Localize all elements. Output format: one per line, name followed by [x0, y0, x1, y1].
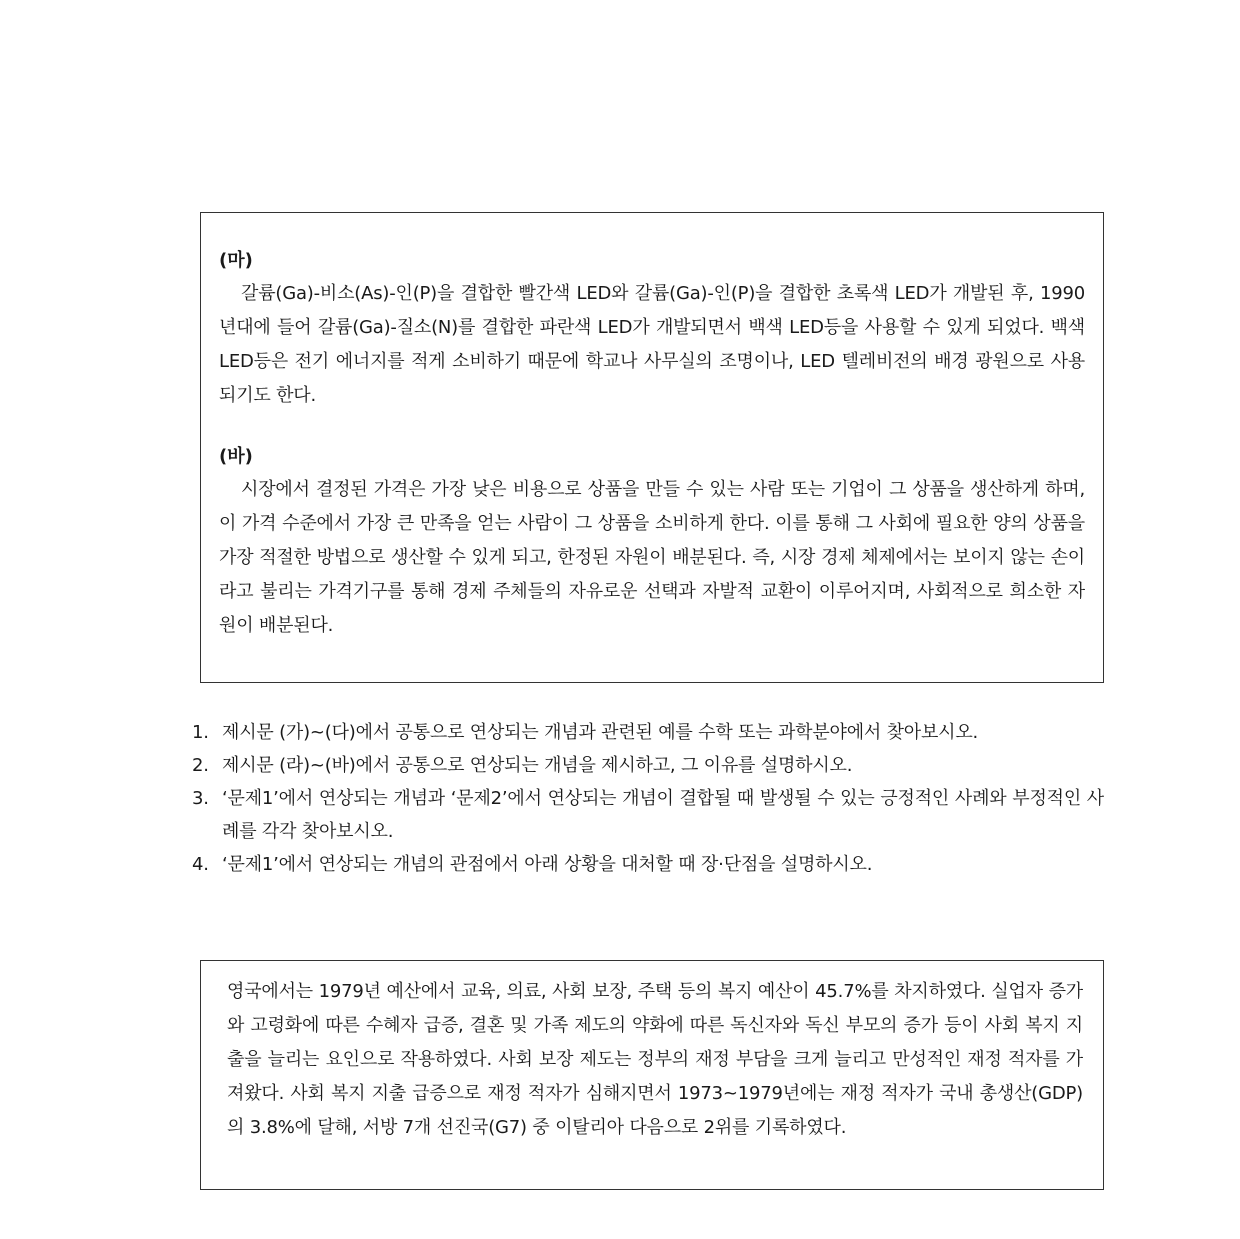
- question-number: 4.: [192, 854, 209, 875]
- question-number: 3.: [192, 788, 209, 809]
- situation-text: 영국에서는 1979년 예산에서 교육, 의료, 사회 보장, 주택 등의 복지 예산이 45.7%를 차지하였다. 실업자 증가와 고령화에 따른 수혜자 급증, 결혼 및 가족 제도의 약화에 따른 독신자와 독신 부모의 증가 등이 사회 복지 지출을 늘리는 요인으로 작용하였다. 사회 보장 제도는 정부의 재정 부담을 크게 늘리고 만성적인 재정 적자를 가져왔다. 사회 복지 지출 급증으로 재정 적자가 심해지면서 1973~1979년에는 재정 적자가 국내 총생산(GDP)의 3.8%에 달해, 서방 7개 선진국(G7) 중 이탈리아 다음으로 2위를 기록하였다.: [227, 981, 1083, 1138]
- question-text: ‘문제1’에서 연상되는 개념과 ‘문제2’에서 연상되는 개념이 결합될 때 발생될 수 있는 긍정적인 사례와 부정적인 사례를 각각 찾아보시오.: [222, 788, 1104, 842]
- question-text: 제시문 (가)~(다)에서 공통으로 연상되는 개념과 관련된 예를 수학 또는 과학분야에서 찾아보시오.: [222, 722, 979, 743]
- passage-text-ma: 갈륨(Ga)-비소(As)-인(P)을 결합한 빨간색 LED와 갈륨(Ga)-인(P)을 결합한 초록색 LED가 개발된 후, 1990년대에 들어 갈륨(Ga)-질소(N)를 결합한 파란색 LED가 개발되면서 백색 LED등을 사용할 수 있게 되었다. 백색 LED등은 전기 에너지를 적게 소비하기 때문에 학교나 사무실의 조명이나, LED 텔레비전의 배경 광원으로 사용되기도 한다.: [219, 283, 1085, 406]
- question-number: 1.: [192, 722, 209, 743]
- situation-box: [200, 960, 1104, 1190]
- passage-box: [200, 212, 1104, 683]
- passage-label-ba: (바): [219, 446, 253, 467]
- question-item: [192, 716, 1104, 749]
- passage-label-ma: (마): [219, 250, 253, 271]
- question-text: ‘문제1’에서 연상되는 개념의 관점에서 아래 상황을 대처할 때 장·단점을 설명하시오.: [222, 854, 873, 875]
- question-item: [192, 848, 1104, 881]
- question-item: [192, 749, 1104, 782]
- passage-text-ba: 시장에서 결정된 가격은 가장 낮은 비용으로 상품을 만들 수 있는 사람 또는 기업이 그 상품을 생산하게 하며, 이 가격 수준에서 가장 큰 만족을 얻는 사람이 그 상품을 소비하게 한다. 이를 통해 그 사회에 필요한 양의 상품을 가장 적절한 방법으로 생산할 수 있게 되고, 한정된 자원이 배분된다. 즉, 시장 경제 체제에서는 보이지 않는 손이라고 불리는 가격기구를 통해 경제 주체들의 자유로운 선택과 자발적 교환이 이루어지며, 사회적으로 희소한 자원이 배분된다.: [219, 479, 1085, 636]
- question-text: 제시문 (라)~(바)에서 공통으로 연상되는 개념을 제시하고, 그 이유를 설명하시오.: [222, 755, 853, 776]
- question-list: [192, 716, 1104, 881]
- question-number: 2.: [192, 755, 209, 776]
- question-item: [192, 782, 1104, 848]
